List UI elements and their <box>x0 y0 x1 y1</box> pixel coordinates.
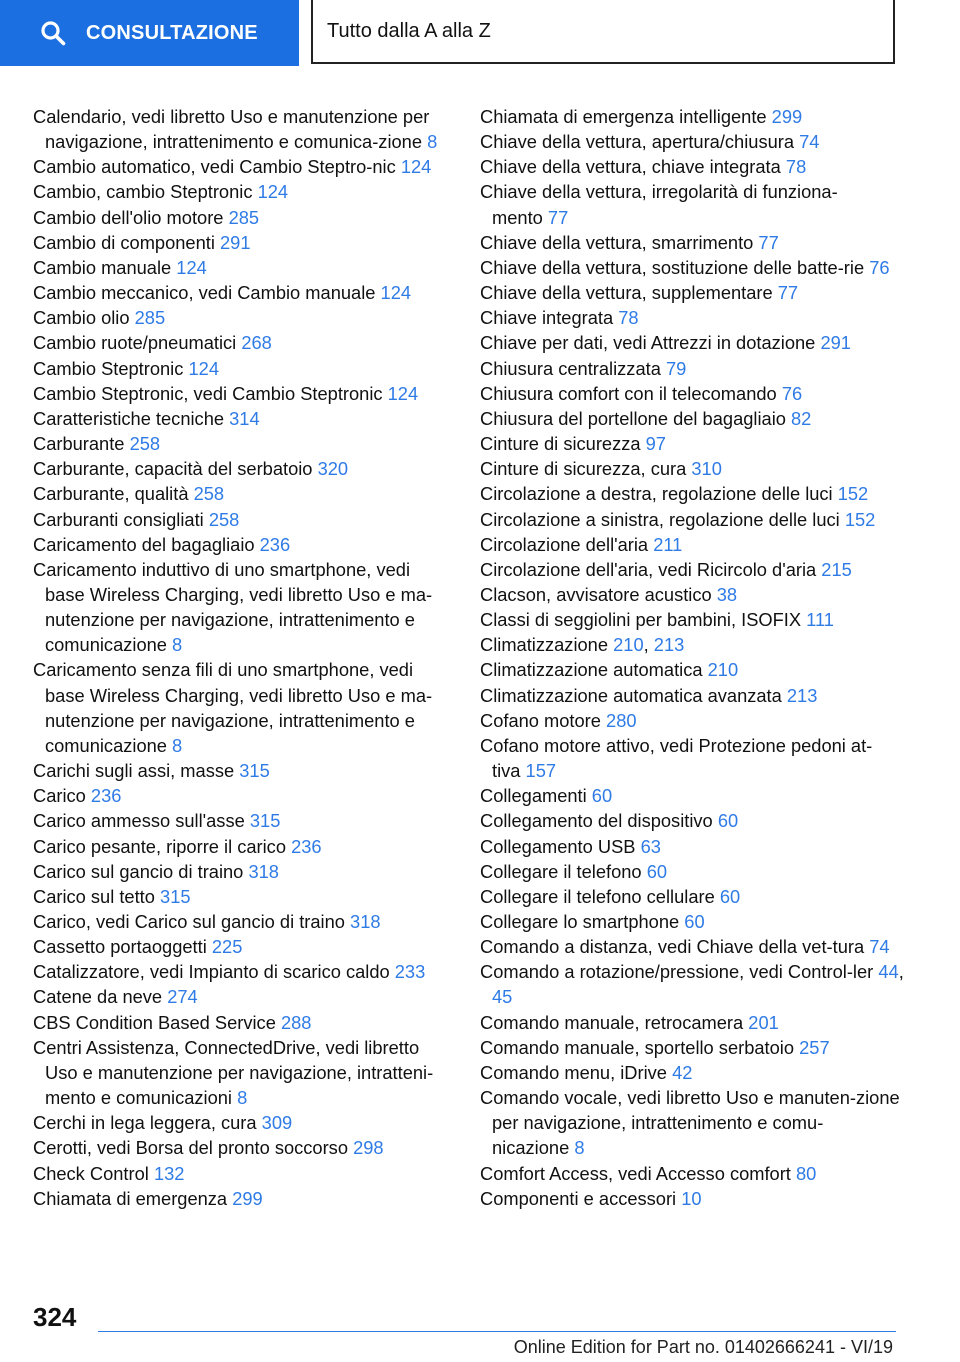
index-entry <box>480 456 910 481</box>
page-link[interactable]: 44 <box>878 961 899 983</box>
index-entry-text: Cambio Steptronic, vedi Cambio Steptronic <box>33 382 383 404</box>
index-entry-text: Cambio olio <box>33 307 130 329</box>
index-entry-text: Cerotti, vedi Borsa del pronto soccorso <box>33 1137 348 1159</box>
index-entry-text: Carico, vedi Carico sul gancio di traino <box>33 911 345 932</box>
index-entry-text: Carico sul gancio di traino <box>33 860 244 882</box>
index-entry <box>33 330 453 355</box>
page-link[interactable]: 157 <box>525 760 557 782</box>
index-entry-text: Classi di seggiolini per bambini, ISOFIX <box>480 609 802 631</box>
index-entry <box>33 381 453 406</box>
index-entry-text: Cambio di componenti <box>33 231 215 253</box>
index-entry-text: Collegare il telefono cellulare <box>480 885 715 907</box>
index-entry <box>33 1161 453 1186</box>
index-entry <box>480 230 910 255</box>
index-entry <box>33 834 453 859</box>
index-entry-text: Catene da neve <box>33 986 163 1008</box>
index-entry <box>33 456 453 481</box>
page-link[interactable]: 63 <box>640 835 661 857</box>
page-link[interactable]: 318 <box>248 860 279 882</box>
page-link[interactable]: 76 <box>869 256 890 278</box>
index-entry <box>480 381 910 406</box>
page-link[interactable]: 8 <box>172 734 183 756</box>
index-entry-text: Circolazione dell'aria, vedi Ricircolo d'aria <box>480 558 817 580</box>
index-entry <box>33 884 453 909</box>
index-entry <box>480 859 910 884</box>
page-link[interactable]: 152 <box>837 483 869 505</box>
index-entry-text: Carburante, qualità <box>33 483 189 505</box>
index-entry-text: Cambio manuale <box>33 256 172 278</box>
index-entry-text: Chiave integrata <box>480 307 614 329</box>
page-link[interactable]: 299 <box>232 1187 263 1209</box>
index-entry-text: Chiave della vettura, sostituzione delle batte-rie <box>480 256 865 278</box>
index-entry <box>480 1035 910 1060</box>
index-entry <box>33 808 453 833</box>
page-link[interactable]: 258 <box>129 433 161 455</box>
page-link[interactable]: 210 <box>613 634 644 656</box>
index-entry <box>480 884 910 909</box>
index-entry <box>33 959 453 984</box>
index-entry-text: Catalizzatore, vedi Impianto di scarico caldo <box>33 961 390 983</box>
index-entry <box>33 1010 453 1035</box>
index-entry <box>33 305 453 330</box>
index-entry <box>480 104 910 129</box>
index-entry <box>480 532 910 557</box>
index-entry <box>33 431 453 456</box>
index-entry <box>480 154 910 179</box>
page-number: 324 <box>33 1302 77 1332</box>
index-entry <box>33 1135 453 1160</box>
page-link[interactable]: 268 <box>241 332 272 354</box>
index-entry: Comando a rotazione/pressione, vedi Control-ler 44, 45 <box>480 961 904 1008</box>
index-entry <box>33 356 453 381</box>
page-link[interactable]: 74 <box>869 936 890 958</box>
page-link[interactable]: 8 <box>427 131 438 153</box>
index-entry-text: Chiusura comfort con il telecomando <box>480 382 777 404</box>
index-entry-text: Chiamata di emergenza <box>33 1187 228 1209</box>
index-entry <box>33 154 453 179</box>
index-entry-text: Cambio ruote/pneumatici <box>33 332 237 354</box>
page-link[interactable]: 298 <box>353 1137 384 1159</box>
page-link[interactable]: 60 <box>717 810 739 832</box>
index-entry <box>480 909 910 934</box>
index-entry-text: Comando manuale, sportello serbatoio <box>480 1036 795 1058</box>
index-entry <box>33 1186 453 1211</box>
page-link[interactable]: 211 <box>653 533 683 555</box>
index-entry-text: Cinture di sicurezza <box>480 433 641 455</box>
index-entry <box>480 330 910 355</box>
index-entry-text: Chiave della vettura, smarrimento <box>480 231 754 253</box>
index-entry <box>480 1161 910 1186</box>
index-entry-text: Chiave della vettura, irregolarità di funziona-mento <box>480 181 838 228</box>
index-entry <box>480 834 910 859</box>
page-link[interactable]: 79 <box>665 357 687 379</box>
page-link[interactable]: 236 <box>259 533 291 555</box>
index-entry <box>33 230 453 255</box>
index-entry-text: Cinture di sicurezza, cura <box>480 458 687 480</box>
index-entry-text: Comando a distanza, vedi Chiave della vet-tura <box>480 936 865 958</box>
page-link[interactable]: 8 <box>172 634 183 656</box>
index-entry-text: Cerchi in lega leggera, cura <box>33 1112 257 1134</box>
index-entry <box>480 582 910 607</box>
page-link[interactable]: 38 <box>716 583 738 605</box>
index-entry-text: Climatizzazione automatica <box>480 659 703 681</box>
page-link[interactable]: 111 <box>806 609 834 631</box>
page-link[interactable]: 42 <box>672 1061 693 1083</box>
index-entry-text: Carburanti consigliati <box>33 508 204 530</box>
index-entry <box>33 104 453 154</box>
page-link[interactable]: 124 <box>400 156 432 178</box>
index-entry <box>480 683 910 708</box>
page-link[interactable]: 124 <box>387 382 419 404</box>
index-entry-text: Comando vocale, vedi libretto Uso e manuten-zione per navigazione, intrattenimento e comu-nicazione <box>480 1087 900 1159</box>
index-entry-text: Climatizzazione <box>480 634 609 656</box>
index-entry-text: Collegare il telefono <box>480 860 642 882</box>
index-entry <box>33 934 453 959</box>
page-link[interactable]: 318 <box>350 911 381 932</box>
index-entry-text: Check Control <box>33 1162 149 1184</box>
index-entry-text: Carico pesante, riporre il carico <box>33 835 286 857</box>
index-entry-text: Carichi sugli assi, masse <box>33 760 235 782</box>
page-link[interactable]: 315 <box>239 760 270 782</box>
page-link[interactable]: 320 <box>317 458 349 480</box>
index-entry-text: Chiave della vettura, apertura/chiusura <box>480 131 795 153</box>
page-link[interactable]: 236 <box>291 835 322 857</box>
index-entry <box>480 808 910 833</box>
page-link[interactable]: 60 <box>591 785 613 807</box>
index-entry <box>480 356 910 381</box>
section-title <box>311 0 895 64</box>
index-entry-text: Chiave della vettura, supplementare <box>480 282 773 304</box>
index-entry-text: Cofano motore attivo, vedi Protezione pedoni at-tiva <box>480 734 873 782</box>
page-link[interactable]: 274 <box>167 986 198 1008</box>
index-entry <box>480 557 910 582</box>
index-entry-text: Clacson, avvisatore acustico <box>480 583 712 605</box>
index-entry <box>480 1085 910 1160</box>
page-link[interactable]: 280 <box>606 709 637 731</box>
index-entry <box>33 1035 453 1110</box>
index-entry <box>33 255 453 280</box>
page-link[interactable]: 291 <box>820 332 851 354</box>
index-entry <box>33 557 453 658</box>
index-entry-text: Carburante, capacità del serbatoio <box>33 458 313 480</box>
page-link[interactable]: 288 <box>280 1011 312 1033</box>
page-link[interactable]: 132 <box>153 1162 185 1184</box>
page-link[interactable]: 285 <box>228 206 260 228</box>
index-entry-text: Collegamento USB <box>480 835 636 857</box>
index-entry <box>33 984 453 1009</box>
index-entry <box>33 1110 453 1135</box>
page-link[interactable]: 45 <box>492 986 513 1008</box>
page-link[interactable]: 225 <box>211 936 243 958</box>
index-entry-text: Cambio dell'olio motore <box>33 206 224 228</box>
index-entry <box>33 481 453 506</box>
index-entry <box>480 305 910 330</box>
page-link[interactable]: 152 <box>844 508 876 530</box>
index-entry-text: Comando a rotazione/pressione, vedi Control-ler <box>480 961 874 983</box>
index-entry <box>480 1186 910 1211</box>
index-entry <box>480 431 910 456</box>
index-entry-text: Circolazione a destra, regolazione delle luci <box>480 483 833 505</box>
index-entry <box>480 255 910 280</box>
page-link[interactable]: 8 <box>574 1137 585 1159</box>
index-entry <box>480 657 910 682</box>
page-link[interactable]: 77 <box>547 206 569 228</box>
index-entry-text: Circolazione dell'aria <box>480 533 649 555</box>
index-entry-text: Chiamata di emergenza intelligente <box>480 106 767 127</box>
index-entry <box>480 1060 910 1085</box>
index-entry <box>33 205 453 230</box>
page-link[interactable]: 258 <box>208 508 240 530</box>
page-link[interactable]: 77 <box>758 231 779 253</box>
index-entry-text: Collegamenti <box>480 785 587 807</box>
index-column-right <box>480 104 910 1211</box>
index-entry <box>33 758 453 783</box>
index-entry <box>480 783 910 808</box>
index-entry-text: Comando manuale, retrocamera <box>480 1011 744 1033</box>
index-entry-text: Carico sul tetto <box>33 885 155 907</box>
index-entry-text: Comfort Access, vedi Accesso comfort <box>480 1162 791 1184</box>
index-entry-text: Cambio meccanico, vedi Cambio manuale <box>33 282 376 304</box>
index-entry-text: CBS Condition Based Service <box>33 1011 276 1033</box>
index-entry <box>33 532 453 557</box>
index-entry-text: Chiave per dati, vedi Attrezzi in dotazione <box>480 332 816 354</box>
index-entry <box>33 406 453 431</box>
page-link[interactable]: 76 <box>781 382 803 404</box>
page-link[interactable]: 309 <box>261 1112 293 1134</box>
index-entry-text: Chiave della vettura, chiave integrata <box>480 156 781 178</box>
page-link[interactable]: 82 <box>791 407 812 429</box>
page-link[interactable]: 215 <box>821 558 852 580</box>
index-entry <box>33 179 453 204</box>
page-link[interactable]: 210 <box>707 659 739 681</box>
index-entry <box>480 934 910 959</box>
index-entry <box>33 909 453 934</box>
section-title-text: Tutto dalla A alla Z <box>327 19 491 42</box>
index-entry <box>33 280 453 305</box>
index-entry-text: Cofano motore <box>480 709 601 731</box>
page-link[interactable]: 236 <box>90 785 122 807</box>
page-link[interactable]: 310 <box>691 458 722 480</box>
index-entry-text: Cambio, cambio Steptronic <box>33 181 253 203</box>
page-link[interactable]: 291 <box>220 231 251 253</box>
index-entry <box>33 783 453 808</box>
index-entry <box>480 733 910 783</box>
page-link[interactable]: 77 <box>777 282 799 304</box>
index-entry-text: Carburante <box>33 433 125 455</box>
page-link[interactable]: 233 <box>394 961 426 983</box>
page-link[interactable]: 78 <box>618 307 639 329</box>
search-icon <box>40 20 66 46</box>
index-entry <box>480 507 910 532</box>
index-entry <box>480 481 910 506</box>
index-entry <box>480 406 910 431</box>
page-link[interactable]: 74 <box>799 131 820 153</box>
index-entry <box>480 179 910 229</box>
page-link[interactable]: 8 <box>237 1087 248 1109</box>
page-link[interactable]: 258 <box>193 483 225 505</box>
index-entry <box>480 129 910 154</box>
index-entry-text: Caricamento induttivo di uno smartphone, vedi base Wireless Charging, vedi libretto Uso e ma-nutenzione per navigazione, intrattenimento e comunicazione <box>33 558 433 656</box>
consultazione-tab[interactable] <box>0 0 299 66</box>
index-entry-text: Cassetto portaoggetti <box>33 936 207 958</box>
page-link[interactable]: 315 <box>249 810 281 832</box>
index-entry-text: Carico ammesso sull'asse <box>33 810 245 832</box>
page-link[interactable]: 257 <box>799 1036 830 1058</box>
index-entry-text: Cambio automatico, vedi Cambio Steptro-nic <box>33 156 396 178</box>
index-entry-text: Comando menu, iDrive <box>480 1061 667 1083</box>
index-entry <box>33 859 453 884</box>
page-link[interactable]: 314 <box>229 407 260 429</box>
page-link[interactable]: 80 <box>795 1162 817 1184</box>
page-link[interactable]: 124 <box>176 256 207 278</box>
index-entry-text: Circolazione a sinistra, regolazione delle luci <box>480 508 840 530</box>
page-link[interactable]: 97 <box>645 433 666 455</box>
index-entry <box>480 1010 910 1035</box>
index-entry-text: Caratteristiche tecniche <box>33 407 225 429</box>
page-link[interactable]: 78 <box>785 156 807 178</box>
index-entry-text: Calendario, vedi libretto Uso e manutenzione per navigazione, intrattenimento e comunica-zione <box>33 106 430 153</box>
top-bar <box>0 0 960 66</box>
page-link[interactable]: 213 <box>786 684 818 706</box>
index-entry <box>480 607 910 632</box>
tab-label: CONSULTAZIONE <box>86 21 258 44</box>
page-link[interactable]: 213 <box>653 634 685 656</box>
index-entry-text: Centri Assistenza, ConnectedDrive, vedi libretto Uso e manutenzione per navigazione, intratteni-mento e comunicazioni <box>33 1036 434 1109</box>
page-link[interactable]: 124 <box>188 357 219 379</box>
index-entry <box>480 280 910 305</box>
index-entry <box>33 657 453 758</box>
index-entry: Climatizzazione 210, 213 <box>480 634 685 656</box>
page-link[interactable]: 124 <box>380 282 412 304</box>
index-entry-text: Chiusura del portellone del bagagliaio <box>480 407 786 429</box>
index-entry-text: Collegamento del dispositivo <box>480 810 713 832</box>
edition-footer: Online Edition for Part no. 01402666241 - VI/19 <box>513 1337 893 1357</box>
page-link[interactable]: 285 <box>134 307 166 329</box>
page-link[interactable]: 60 <box>719 885 741 907</box>
index-column-left <box>33 104 453 1211</box>
page-link[interactable]: 60 <box>646 860 668 882</box>
page-link[interactable]: 315 <box>160 885 191 907</box>
index-entry-text: Caricamento del bagagliaio <box>33 533 255 555</box>
page-link[interactable]: 299 <box>771 106 803 127</box>
page-link[interactable]: 60 <box>684 911 705 932</box>
index-entry-text: Carico <box>33 785 86 807</box>
index-entry-text: Caricamento senza fili di uno smartphone, vedi base Wireless Charging, vedi libretto Uso e ma-nutenzione per navigazione, intrattenimento e comunicazione <box>33 659 433 756</box>
index-entry-text: Climatizzazione automatica avanzata <box>480 684 782 706</box>
index-entry <box>480 708 910 733</box>
index-entry-text: Collegare lo smartphone <box>480 911 680 932</box>
page-link[interactable]: 124 <box>257 181 289 203</box>
page-link[interactable]: 201 <box>748 1011 779 1033</box>
footer-divider <box>98 1331 896 1332</box>
index-entry-text: Cambio Steptronic <box>33 357 184 379</box>
index-entry-text: Chiusura centralizzata <box>480 357 661 379</box>
index-entry-text: Componenti e accessori <box>480 1187 677 1209</box>
index-entry <box>33 507 453 532</box>
page-link[interactable]: 10 <box>681 1187 702 1209</box>
